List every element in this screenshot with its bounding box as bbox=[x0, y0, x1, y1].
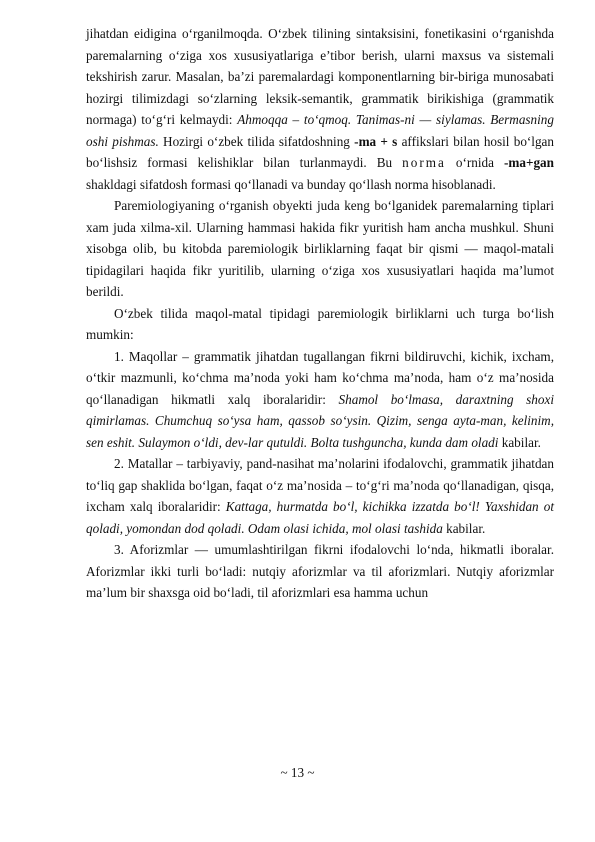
text-body bbox=[86, 23, 554, 604]
italic-example-text: Ahmoqqa – to‘qmoq. Tanimas-ni — siylamas. Bermasning oshi pishmas. bbox=[86, 112, 554, 149]
body-text: o‘rnida bbox=[445, 155, 504, 170]
spaced-term-text: norma bbox=[402, 155, 446, 170]
body-text: kabilar. bbox=[498, 434, 541, 450]
body-text: affikslari bilan hosil bo‘lgan bo‘lishsiz formasi kelishiklar bilan turlanmaydi. Bu bbox=[86, 133, 555, 170]
bold-affix-text: -ma + s bbox=[354, 133, 398, 149]
body-text: jihatdan eidigina o‘rganilmoqda. O‘zbek tilining sintaksisini, fonetikasini o‘rganishda paremalarning o‘ziga xos xususiyatlariga e’tibor berish, ularni maxsus va sistemali tekshirish zarur. Masalan, ba’zi paremalardagi komponentlarning bir-biriga munosabati hozirgi tilimizdagi so‘zlarning leksik-semantik, grammatik birikishiga (grammatik normaga) to‘g‘ri kelmaydi: bbox=[86, 26, 554, 127]
paragraph-3 bbox=[86, 303, 554, 346]
body-text: 1. Maqollar – grammatik jihatdan tugallangan fikrni bildiruvchi, kichik, ixcham, o‘tkir mazmunli, ko‘chma ma’noda yoki ham ko‘chma ma’noda, ham o‘z ma’nosida qo‘llanadigan hikmatli xalq iboralaridir: bbox=[86, 348, 554, 407]
page-number: ~ 13 ~ bbox=[280, 765, 315, 780]
italic-example-text: Kattaga, hurmatda bo‘l, kichikka izzatda bo‘l! Yaxshidan ot qoladi, yomondan dod qoladi. Odam olasi ichida, mol olasi tashida bbox=[86, 499, 554, 536]
bold-affix-text: -ma+gan bbox=[503, 155, 554, 170]
body-text: 3. Aforizmlar — umumlashtirilgan fikrni ifodalovchi lo‘nda, hikmatli iboralar. Aforizmlar ikki turli bo‘ladi: nutqiy aforizmlar va til aforizmlari. Nutqiy aforizmlar ma’lum bir shaxsga oid bo‘ladi, til aforizmlari esa hamma uchun bbox=[86, 542, 554, 600]
page-body bbox=[86, 23, 554, 604]
body-text: Paremiologiyaning o‘rganish obyekti juda keng bo‘lganidek paremalarning tiplari xam juda xilma-xil. Ularning hammasi hakida fikr yuritish ham ancha mushkul. Shuni xisobga olib, bu kitobda paremiologik birliklarning faqat bir qismi — maqol-matali tipidagilari haqida fikr yuritilib, ularning o‘ziga xos xususiyatlari haqida ma’lumot berildi. bbox=[86, 198, 554, 299]
body-text: 2. Matallar – tarbiyaviy, pand-nasihat ma’nolarini ifodalovchi, grammatik jihatdan to‘liq gap shaklida bo‘lgan, faqat o‘z ma’nosida – to‘g‘ri ma’noda qo‘llanadigan, qisqa, ixcham xalq iboralaridir: bbox=[86, 456, 554, 514]
body-text: Hozirgi o‘zbek tilida sifatdoshning bbox=[158, 133, 355, 149]
italic-example-text: Shamol bo‘lmasa, daraxtning shoxi qimirlamas. Chumchuq so‘ysa ham, qassob so‘ysin. Qizim, senga ayta-man, kelinim, sen eshit. Sulaymon o‘ldi, dev-lar qutuldi. Bolta tushguncha, kunda dam oladi bbox=[86, 391, 554, 450]
paragraph-4 bbox=[86, 346, 554, 454]
body-text: O‘zbek tilida maqol-matal tipidagi paremiologik birliklarni uch turga bo‘lish mumkin: bbox=[86, 305, 554, 342]
paragraph-2 bbox=[86, 195, 554, 303]
body-text: shakldagi sifatdosh formasi qo‘llanadi va bunday qo‘llash norma hisoblanadi. bbox=[86, 176, 496, 192]
body-text: kabilar. bbox=[442, 520, 486, 536]
paragraph-1 bbox=[86, 23, 554, 195]
paragraph-6 bbox=[86, 539, 554, 604]
paragraph-5 bbox=[86, 453, 554, 539]
